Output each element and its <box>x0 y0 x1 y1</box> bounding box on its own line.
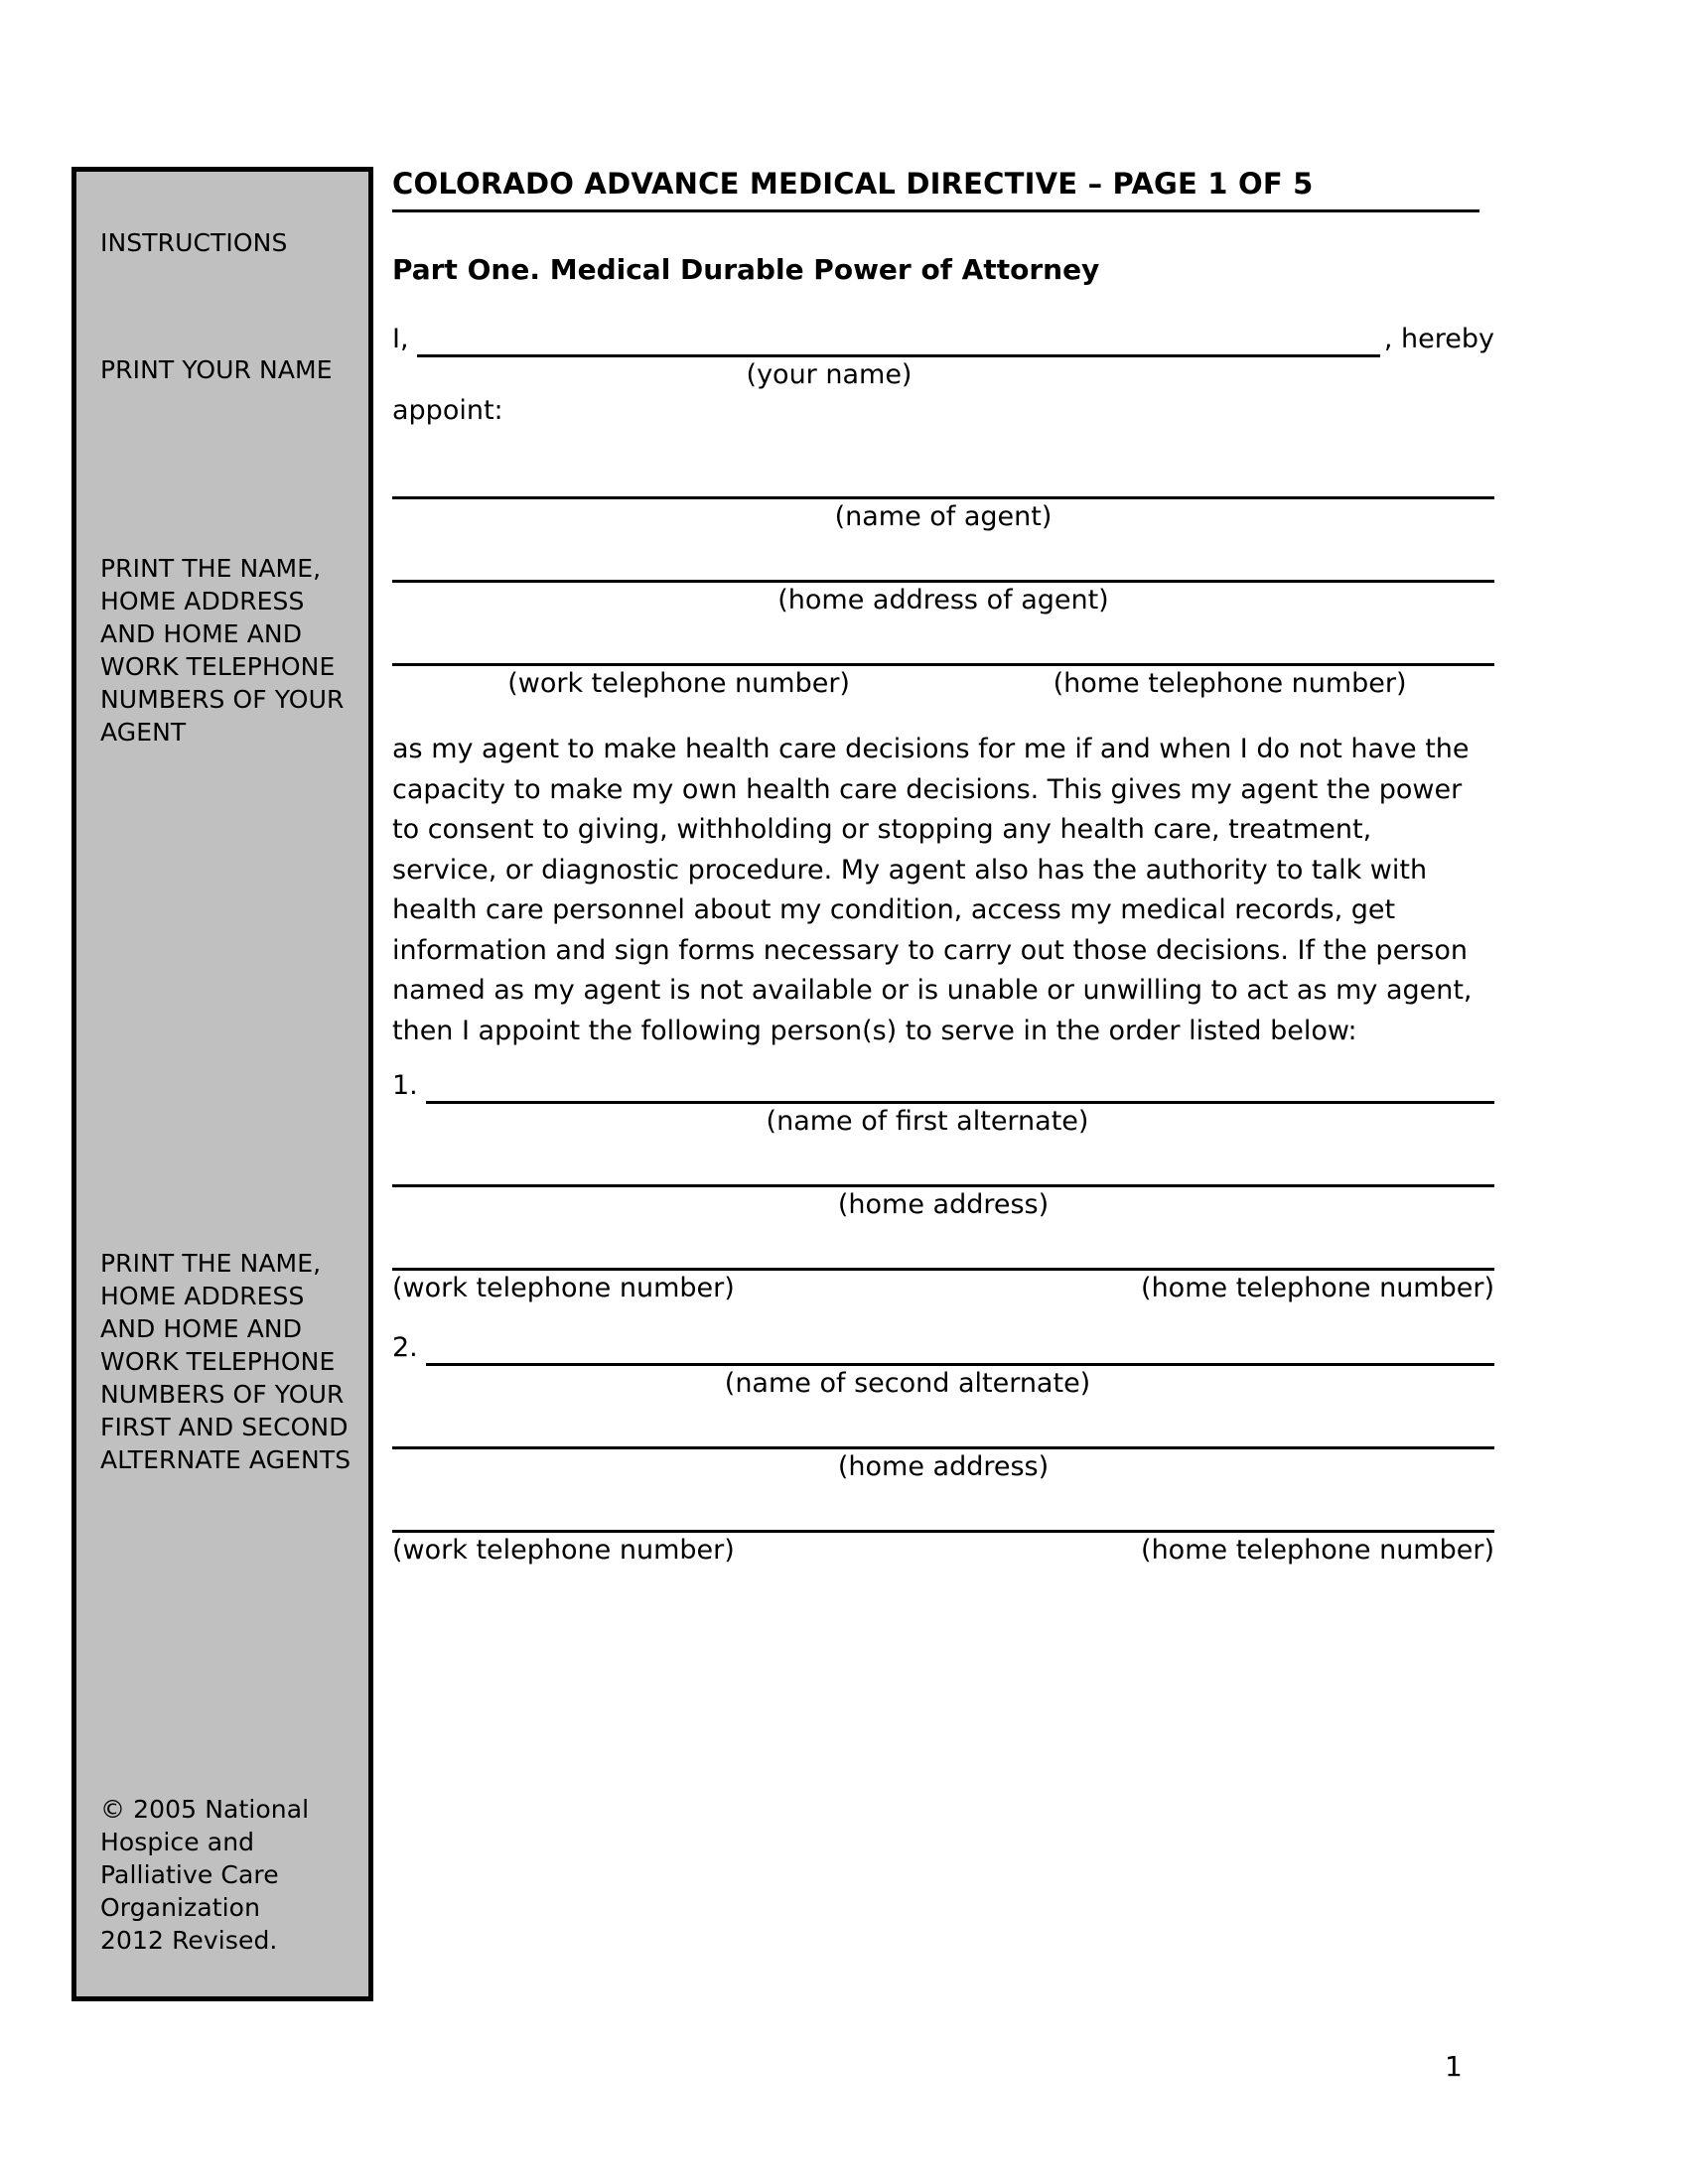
sidebar-alternates-line-4: WORK TELEPHONE <box>100 1347 336 1376</box>
part-one-heading: Part One. Medical Durable Power of Attorney <box>392 253 1100 286</box>
second-alternate-home-phone-caption: (home telephone number) <box>1141 1535 1494 1566</box>
second-alternate-number: 2. <box>392 1332 418 1363</box>
sidebar-agent-line-5: NUMBERS OF YOUR <box>100 685 345 714</box>
sidebar-block-instructions <box>100 226 366 259</box>
sidebar-block-copyright <box>100 1793 366 1957</box>
copyright-line-2: Hospice and <box>100 1828 255 1856</box>
first-alternate-number: 1. <box>392 1070 418 1101</box>
instructions-sidebar <box>71 167 373 2001</box>
your-name-field-row <box>392 322 1494 357</box>
copyright-line-4: Organization <box>100 1893 261 1922</box>
sidebar-alternates-line-3: AND HOME AND <box>100 1314 303 1343</box>
second-alternate-name-row <box>392 1330 1494 1366</box>
agent-home-phone-caption: (home telephone number) <box>1053 668 1407 699</box>
sidebar-alternates-line-1: PRINT THE NAME, <box>100 1249 322 1278</box>
agent-name-caption: (name of agent) <box>834 501 1053 532</box>
second-alternate-name-caption: (name of second alternate) <box>724 1368 1091 1399</box>
copyright-line-1: © 2005 National <box>100 1795 310 1824</box>
first-alternate-home-phone-caption: (home telephone number) <box>1141 1273 1494 1303</box>
sidebar-alternates-line-7: ALTERNATE AGENTS <box>100 1445 352 1474</box>
your-name-lead-label: I, <box>392 324 409 354</box>
document-body <box>392 167 1494 1569</box>
first-alternate-name-caption: (name of first alternate) <box>766 1106 1089 1137</box>
first-alternate-phone-captions <box>392 1271 1494 1306</box>
sidebar-block-alternate-agents <box>100 1247 366 1476</box>
authority-paragraph: as my agent to make health care decisions for me if and when I do not have the capacity to make my own health care decisions. This gives my agent the power to consent to giving, withholding or stopping any health care, treatment, service, or diagnostic procedure. My agent also has the authority to talk with health care personnel about my condition, access my medical records, get information and sign forms necessary to carry out those decisions. If the person named as my agent is not available or is unable or unwilling to act as my agent, then I appoint the following person(s) to serve in the order listed below: <box>392 734 1473 1046</box>
copyright-line-5: 2012 Revised. <box>100 1926 278 1955</box>
first-alternate-work-phone-caption: (work telephone number) <box>392 1273 735 1303</box>
sidebar-alternates-line-2: HOME ADDRESS <box>100 1282 305 1310</box>
page-title: COLORADO ADVANCE MEDICAL DIRECTIVE – PAGE 1 OF 5 <box>392 167 1479 212</box>
sidebar-instructions-line-1: INSTRUCTIONS <box>100 228 288 257</box>
sidebar-alternates-line-5: NUMBERS OF YOUR <box>100 1380 345 1409</box>
page-number: 1 <box>1445 2050 1463 2083</box>
sidebar-block-agent-details <box>100 552 366 749</box>
sidebar-agent-line-6: AGENT <box>100 718 187 747</box>
sidebar-alternates-line-6: FIRST AND SECOND <box>100 1413 349 1441</box>
copyright-line-3: Palliative Care <box>100 1860 279 1889</box>
first-alternate-address-caption: (home address) <box>837 1189 1050 1220</box>
sidebar-print-your-name-line-1: PRINT YOUR NAME <box>100 355 333 384</box>
sidebar-agent-line-4: WORK TELEPHONE <box>100 652 336 681</box>
sidebar-agent-line-2: HOME ADDRESS <box>100 587 305 615</box>
agent-address-caption: (home address of agent) <box>777 585 1109 615</box>
sidebar-agent-line-3: AND HOME AND <box>100 619 303 648</box>
your-name-caption: (your name) <box>746 359 913 390</box>
first-alternate-name-row <box>392 1068 1494 1104</box>
sidebar-block-print-your-name <box>100 353 366 386</box>
agent-work-phone-caption: (work telephone number) <box>507 668 850 699</box>
sidebar-agent-line-1: PRINT THE NAME, <box>100 554 322 583</box>
second-alternate-address-caption: (home address) <box>837 1451 1050 1482</box>
second-alternate-work-phone-caption: (work telephone number) <box>392 1535 735 1566</box>
appoint-label: appoint: <box>392 395 503 426</box>
second-alternate-phone-captions <box>392 1533 1494 1569</box>
hereby-label: , hereby <box>1383 324 1494 354</box>
agent-phone-captions <box>392 666 1494 702</box>
